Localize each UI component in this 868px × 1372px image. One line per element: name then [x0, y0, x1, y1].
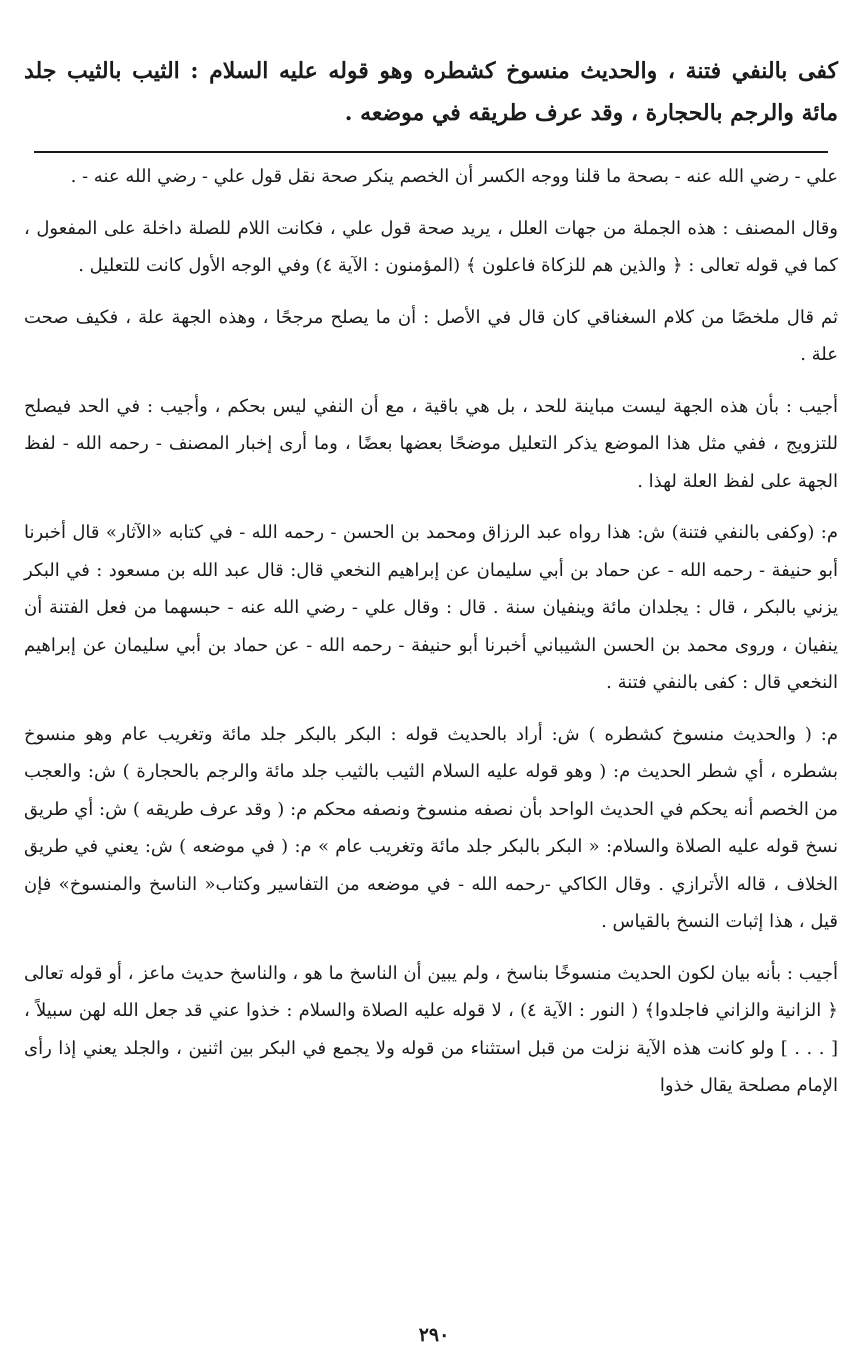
commentary-paragraph: م: ( والحديث منسوخ كشطره ) ش: أراد بالحديث قوله : البكر بالبكر جلد مائة وتغريب عام وهو منسوخ بشطره ، أي شطر الحديث م: ( وهو قوله عليه السلام الثيب بالثيب جلد مائة والرجم بالحجارة ) ش: والعجب من الخصم أنه يحكم في الحديث الواحد بأن نصفه منسوخ ونصفه محكم م: ( وقد عرف طريقه ) ش: أي طريق نسخ قوله عليه الصلاة والسلام: « البكر بالبكر جلد مائة وتغريب عام » م: ( في موضعه ) ش: يعني في طريق الخلاف ، قاله الأترازي . وقال الكاكي -رحمه الله - في موضعه من التفاسير وكتاب« الناسخ والمنسوخ» فإن قيل ، هذا إثبات النسخ بالقياس . — [24, 723, 838, 932]
commentary-paragraph: علي - رضي الله عنه - بصحة ما قلنا ووجه الكسر أن الخصم ينكر صحة نقل قول علي - رضي الله عنه - . — [70, 166, 838, 187]
commentary-paragraph: م: (وكفى بالنفي فتنة) ش: هذا رواه عبد الرزاق ومحمد بن الحسن - رحمه الله - في كتابه «الآثار» قال أخبرنا أبو حنيفة - رحمه الله - عن حماد بن أبي سليمان عن إبراهيم النخعي قال: قال عبد الله بن مسعود : في البكر يزني بالبكر ، قال : يجلدان مائة وينفيان سنة . قال : وقال علي - رضي الله عنه - حبسهما من فعل الفتنة أن ينفيان ، وروى محمد بن الحسن الشيباني أخبرنا أبو حنيفة - رحمه الله - عن حماد بن أبي سليمان عن إبراهيم النخعي قال : كفى بالنفي فتنة . — [24, 522, 838, 693]
commentary-paragraph: ثم قال ملخصًا من كلام السغناقي كان قال في الأصل : أن ما يصلح مرجحًا ، وهذه الجهة علة ، فكيف صحت علة . — [24, 306, 838, 365]
main-text: كفى بالنفي فتنة ، والحديث منسوخ كشطره وهو قوله عليه السلام : الثيب بالثيب جلد مائة والرجم بالحجارة ، وقد عرف طريقه في موضعه . — [24, 58, 838, 126]
commentary-paragraph: أجيب : بأنه بيان لكون الحديث منسوخًا بناسخ ، ولم يبين أن الناسخ ما هو ، والناسخ حديث ماعز ، أو قوله تعالى ﴿ الزانية والزاني فاجلدوا﴾ ( النور : الآية ٤) ، لا قوله عليه الصلاة والسلام : خذوا عني قد جعل الله لهن سبيلاً ، [ . . . ] ولو كانت هذه الآية نزلت من قبل استثناء من قوله ولا يجمع في البكر بين اثنين ، والجلد يعني إذا رأى الإمام مصلحة يقال خذوا — [24, 962, 838, 1096]
separator-rule — [34, 151, 828, 153]
page-number: ٢٩٠ — [418, 1324, 450, 1346]
commentary-paragraph: وقال المصنف : هذه الجملة من جهات العلل ، يريد صحة قول علي ، فكانت اللام للصلة داخلة على المفعول ، كما في قوله تعالى : ﴿ والذين هم للزكاة فاعلون ﴾ (المؤمنون : الآية ٤) وفي الوجه الأول كانت للتعليل . — [24, 217, 838, 276]
commentary-paragraph: أجيب : بأن هذه الجهة ليست مباينة للحد ، بل هي باقية ، مع أن النفي ليس بحكم ، وأجيب : في الحد فيصلح للتزويج ، ففي مثل هذا الموضع يذكر التعليل موضحًا بعضها بعضًا ، وما أرى إخبار المصنف - رحمه الله - لفظ الجهة على لفظ العلة لهذا . — [24, 395, 838, 492]
commentary — [24, 158, 838, 1119]
